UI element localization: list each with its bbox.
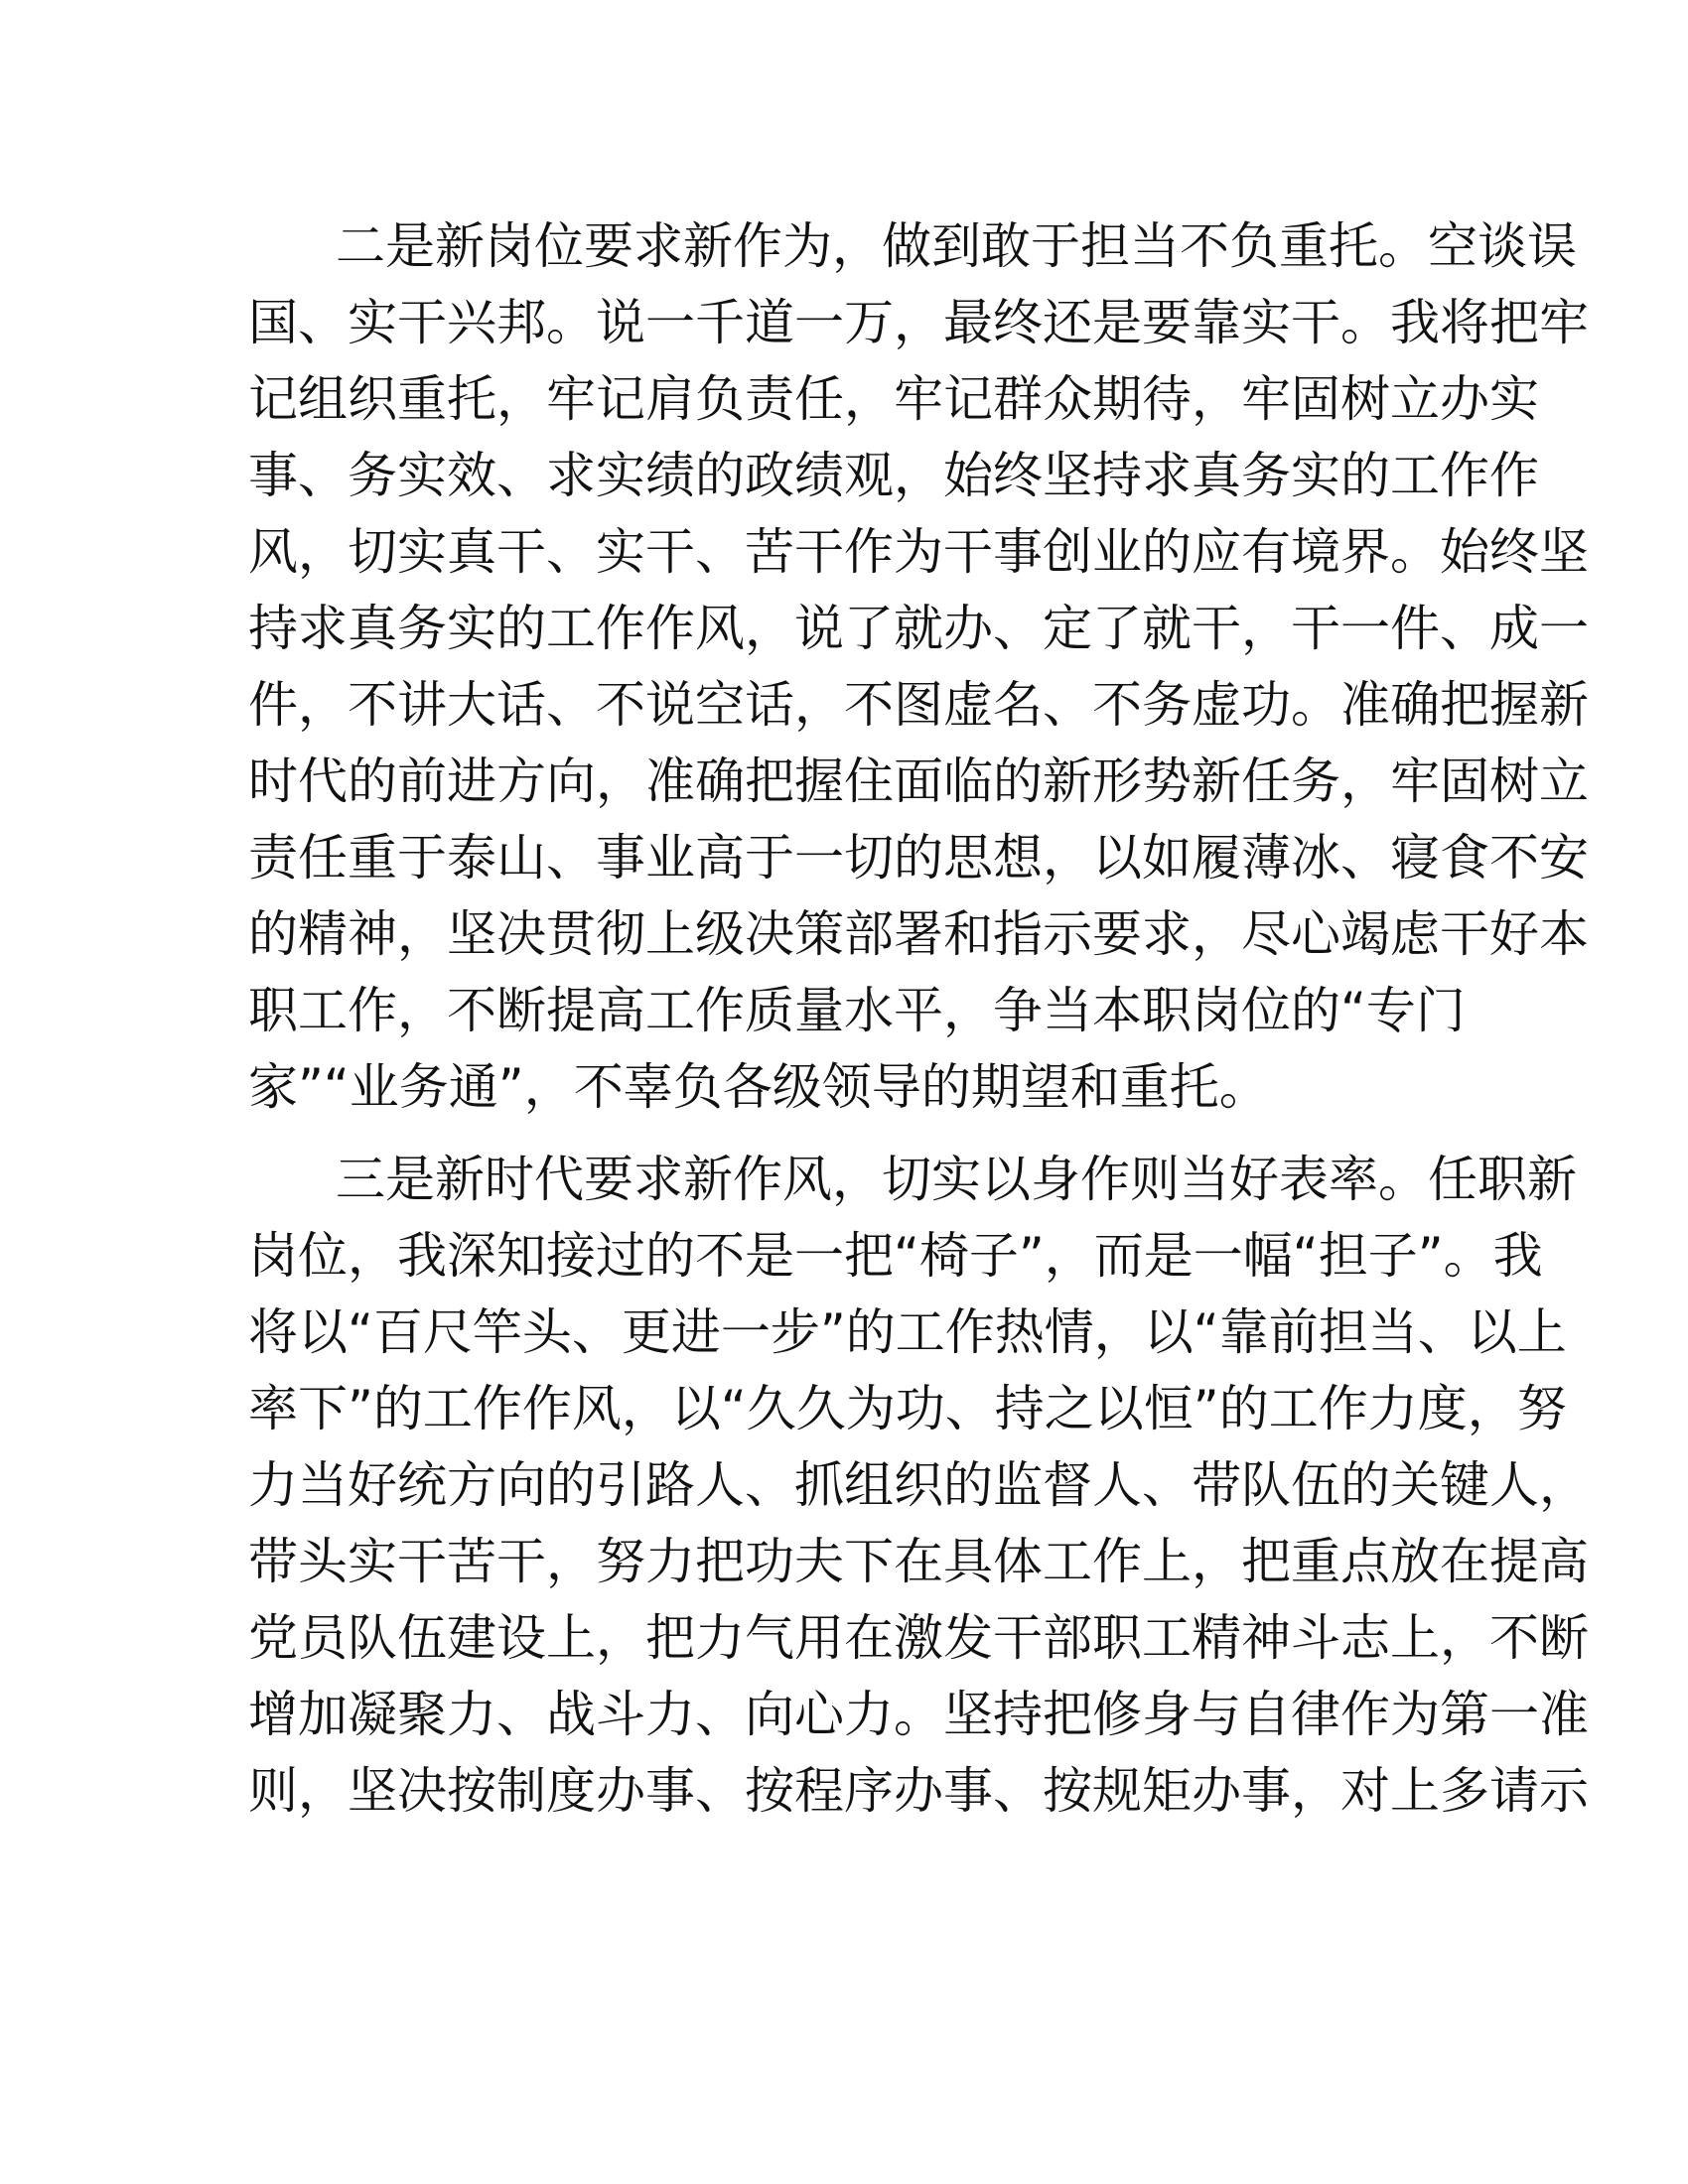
paragraph-line: 带头实干苦干，努力把功夫下在具体工作上，把重点放在提高 bbox=[248, 1533, 1589, 1590]
paragraph-line: 岗位，我深知接过的不是一把“椅子”，而是一幅“担子”。我 bbox=[248, 1227, 1543, 1285]
paragraph-line: 职工作，不断提高工作质量水平，争当本职岗位的“专门 bbox=[248, 982, 1466, 1039]
paragraph-line: 率下”的工作作风，以“久久为功、持之以恒”的工作力度，努 bbox=[248, 1380, 1567, 1437]
paragraph-line: 责任重于泰山、事业高于一切的思想，以如履薄冰、寝食不安 bbox=[248, 829, 1589, 887]
paragraph-line: 三是新时代要求新作风，切实以身作则当好表率。任职新 bbox=[336, 1151, 1577, 1208]
paragraph-line: 国、实干兴邦。说一千道一万，最终还是要靠实干。我将把牢 bbox=[248, 294, 1589, 351]
paragraph-2 bbox=[248, 208, 1589, 1126]
paragraph-line: 二是新岗位要求新作为，做到敢于担当不负重托。空谈误 bbox=[336, 217, 1577, 275]
paragraph-line: 事、务实效、求实绩的政绩观，始终坚持求真务实的工作作 bbox=[248, 447, 1539, 504]
paragraph-line: 风，切实真干、实干、苦干作为干事创业的应有境界。始终坚 bbox=[248, 523, 1589, 581]
paragraph-line: 则，坚决按制度办事、按程序办事、按规矩办事，对上多请示 bbox=[248, 1762, 1589, 1820]
paragraph-line: 力当好统方向的引路人、抓组织的监督人、带队伍的关键人， bbox=[248, 1456, 1589, 1514]
paragraph-line: 件，不讲大话、不说空话，不图虚名、不务虚功。准确把握新 bbox=[248, 676, 1589, 734]
paragraph-line: 持求真务实的工作作风，说了就办、定了就干，干一件、成一 bbox=[248, 600, 1589, 657]
paragraph-line: 记组织重托，牢记肩负责任，牢记群众期待，牢固树立办实 bbox=[248, 370, 1539, 428]
paragraph-line: 增加凝聚力、战斗力、向心力。坚持把修身与自律作为第一准 bbox=[248, 1686, 1589, 1743]
paragraph-line: 党员队伍建设上，把力气用在激发干部职工精神斗志上，不断 bbox=[248, 1609, 1589, 1667]
paragraph-line: 时代的前进方向，准确把握住面临的新形势新任务，牢固树立 bbox=[248, 752, 1589, 810]
document-body bbox=[248, 208, 1589, 1845]
paragraph-3 bbox=[248, 1142, 1589, 1830]
paragraph-line: 的精神，坚决贯彻上级决策部署和指示要求，尽心竭虑干好本 bbox=[248, 905, 1589, 963]
paragraph-line: 家”“业务通”，不辜负各级领导的期望和重托。 bbox=[248, 1058, 1269, 1116]
paragraph-line: 将以“百尺竿头、更进一步”的工作热情，以“靠前担当、以上 bbox=[248, 1303, 1567, 1361]
